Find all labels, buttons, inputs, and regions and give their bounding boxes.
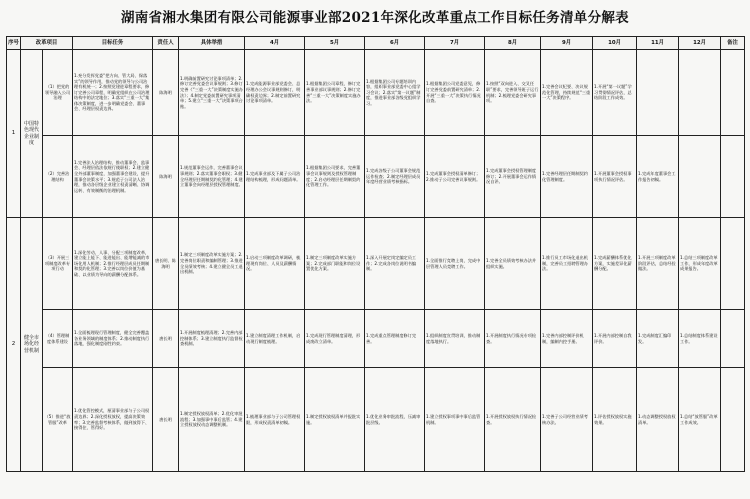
dec-cell: 1.总结三项制度改革工作，形成年度改革成果报告。 [679, 218, 721, 310]
person-cell: 陈海明 [153, 50, 179, 136]
sub-project: （3）开展三项制度改革专项行动 [43, 218, 73, 310]
reform-project: 中国特色现代企业制度 [21, 50, 43, 218]
remark-cell [721, 50, 745, 136]
dec-cell [679, 50, 721, 136]
document-title: 湖南省湘水集团有限公司能源事业部2021年深化改革重点工作目标任务清单分解表 [121, 10, 629, 26]
jul-cell: 1.完成董事会授权清单修订；2.推动子公司完善议事规则。 [425, 136, 485, 218]
nov-cell [637, 50, 679, 136]
target-cell: 1.深化劳动、人事、分配三项制度改革，建立能上能下、能进能出、能增能减的市场化用人机制；2.推行经理层成员任期制和契约化管理；3.完善以岗位价值为基础、以业绩为导向的薪酬分配体系。 [73, 218, 153, 310]
target-cell: 1.完善法人治理结构，推动董事会、监事会、经理层依法依规行使职权；2.建立健全外部董事制度，加强董事会建设，提升董事会决策水平；3.规范子公司法人治理，推动各层级企业建立权责清晰、协调运转、有效制衡的治理机制。 [73, 136, 153, 218]
measures-cell: 1.制定授权放权清单；2.优化审批流程；3.加强事中事后监管；4.建立授权放权动态调整机制。 [179, 368, 245, 472]
header-dec: 12月 [679, 37, 721, 50]
aug-cell: 1.完成董事会授权管理制度修订；2.开展董事会运作情况自评。 [485, 136, 541, 218]
oct-cell: 1.开展内部控制自我评价。 [593, 310, 637, 368]
nov-cell: 1.开展三项制度改革阶段评估，总结经验做法。 [637, 218, 679, 310]
apr-cell: 1.梳理事业部与子公司管理权限，形成权责清单初稿。 [245, 368, 305, 472]
header-remark: 备注 [721, 37, 745, 50]
nov-cell: 1.动态调整授权放权清单。 [637, 368, 679, 472]
person-cell: 唐长明 [153, 368, 179, 472]
jun-cell: 1.根据集团公司专题培训内容，组织事业部党委中心组学习会议；2.落实“第一议题”制度，推进事业部各级党组织学习。 [365, 50, 425, 136]
oct-cell: 1.开展“第一议题”学习贯彻情况评估，总结阶段工作成效。 [593, 50, 637, 136]
header-oct: 10月 [593, 37, 637, 50]
jul-cell: 1.建立授权事项事中事后监管机制。 [425, 368, 485, 472]
table-row [7, 50, 745, 136]
measures-cell: 1.规范董事会运作，完善董事会议事规则；2.落实董事会职权；3.健全经理层任期制契约化管理；4.建立董事会向经理层授权管理制度。 [179, 136, 245, 218]
header-jul: 7月 [425, 37, 485, 50]
target-cell: 1.优化管控模式，厘清事业部与子公司权责边界；2.深化授权放权，提高决策效率；3.完善监督考核体系，做到放得下、接得住、管得好。 [73, 368, 153, 472]
header-apr: 4月 [245, 37, 305, 50]
remark-cell [721, 218, 745, 310]
nov-cell: 1.完成年度董事会工作报告初稿。 [637, 136, 679, 218]
table-row [7, 368, 745, 472]
dec-cell: 1.总结制度体系建设工作。 [679, 310, 721, 368]
person-cell: 唐长明、陈海明 [153, 218, 179, 310]
measures-cell: 1.开展制度梳理清理；2.完善内部控制体系；3.建立制度执行监督检查机制。 [179, 310, 245, 368]
reform-project: 健全市场化经营机制 [21, 218, 43, 472]
sub-project: （1）把党的领导融入公司治理 [43, 50, 73, 136]
row-seq: 1 [7, 50, 21, 218]
remark-cell [721, 310, 745, 368]
may-cell: 1.根据集团公司要求，完善董事会议事规则及授权管理制度；2.启动经理层任期制契约化管理工作。 [305, 136, 365, 218]
aug-cell: 1.按照“双向进入、交叉任职”要求，完善领导班子运行机制；2.梳理党委会研究事项。 [485, 50, 541, 136]
jul-cell: 1.组织制度宣贯培训，推动制度落地执行。 [425, 310, 485, 368]
target-cell: 1.充分发挥党委“把方向、管大局、保落实”的领导作用，推动党的领导与公司治理有机统一；2.按照党建进章程要求，修订完善公司章程，明确党组织在公司治理结构中的法定地位；3.落实“三重一大”集体决策制度，进一步明确党委会、董事会、经理层权责边界。 [73, 50, 153, 136]
table-row [7, 136, 745, 218]
may-cell: 1.完成现行管理制度清理，形成废改立清单。 [305, 310, 365, 368]
jul-cell: 1.全面推行竞聘上岗，完成中层管理人员竞聘工作。 [425, 218, 485, 310]
sub-project: （4）管理制度体系建设 [43, 310, 73, 368]
table-row [7, 218, 745, 310]
remark-cell [721, 136, 745, 218]
remark-cell [721, 368, 745, 472]
target-cell: 1.全面梳理现行管理制度，健全完善覆盖各业务领域的制度体系；2.推动制度执行落地，强化制度刚性约束。 [73, 310, 153, 368]
nov-cell: 1.完成制度汇编印发。 [637, 310, 679, 368]
jun-cell: 1.优化业务审批流程，压减审批层级。 [365, 368, 425, 472]
header-sep: 9月 [541, 37, 593, 50]
header-jun: 6月 [365, 37, 425, 50]
apr-cell: 1.完成能源事业部党委会、总经理办公会议事规则修订，明确权责边界；2.制定前置研究讨论事项清单。 [245, 50, 305, 136]
header-project: 改革项目 [21, 37, 73, 50]
header-target: 目标任务 [73, 37, 153, 50]
sep-cell: 1.完善经理层任期制契约化管理制度。 [541, 136, 593, 218]
jun-cell: 1.完成各级子公司董事会规范运作检查；2.制定经理层成员年度经营业绩考核指标。 [365, 136, 425, 218]
sub-project: （2）完善治理结构 [43, 136, 73, 218]
header-aug: 8月 [485, 37, 541, 50]
apr-cell: 1.完成事业部及下属子公司治理结构梳理，形成问题清单。 [245, 136, 305, 218]
header-row [7, 37, 745, 50]
may-cell: 1.根据集团公司章程，修订完善事业部议事规则；2.修订完善“三重一大”决策制度实施办法。 [305, 50, 365, 136]
measures-cell: 1.制定三项制度改革实施方案；2.完善岗位职责和编制管理；3.推进全员绩效考核；4.建立健全员工退出机制。 [179, 218, 245, 310]
oct-cell: 1.评估授权放权实施效果。 [593, 368, 637, 472]
header-seq: 序号 [7, 37, 21, 50]
may-cell: 1.制定三项制度改革实施方案；2.完成部门职能和岗位设置优化方案。 [305, 218, 365, 310]
person-cell: 唐长明 [153, 310, 179, 368]
jul-cell: 1.根据集团公司党委意见，修订完善党委前置研究清单；2.开展“三重一大”决策执行情况自查。 [425, 50, 485, 136]
aug-cell: 1.开展制度执行情况专项检查。 [485, 310, 541, 368]
row-seq: 2 [7, 218, 21, 472]
oct-cell: 1.完成薪酬体系优化方案，实施差异化薪酬分配。 [593, 218, 637, 310]
may-cell: 1.制定授权放权清单并报批实施。 [305, 368, 365, 472]
person-cell: 陈海明 [153, 136, 179, 218]
sep-cell: 1.完善子公司经营业绩考核办法。 [541, 368, 593, 472]
aug-cell: 1.开展授权放权执行情况检查。 [485, 368, 541, 472]
oct-cell: 1.开展董事会授权事项执行情况评估。 [593, 136, 637, 218]
sep-cell: 1.完善会议纪要、决议规范化管理，持续规范“三重一大”决策程序。 [541, 50, 593, 136]
jun-cell: 1.深入开展定岗定编定员工作；2.完成各岗位说明书编制。 [365, 218, 425, 310]
sep-cell: 1.推行员工市场化退出机制，完善员工招聘管理办法。 [541, 218, 593, 310]
apr-cell: 1.启动三项制度改革调研，梳理现有岗位、人员及薪酬情况。 [245, 218, 305, 310]
sub-project: （5）推进“放管服”改革 [43, 368, 73, 472]
measures-cell: 1.明确前置研究讨论事项清单；2.修订完善党委会议事规则；3.修订完善《“三重一大”决策制度实施办法》；4.制定党委前置研究事项清单；5.建立“三重一大”决策事项台账。 [179, 50, 245, 136]
dec-cell: 1.总结“放管服”改革工作成效。 [679, 368, 721, 472]
header-may: 5月 [305, 37, 365, 50]
task-table [6, 36, 745, 472]
jun-cell: 1.完成重点管理制度修订完善。 [365, 310, 425, 368]
table-row [7, 310, 745, 368]
dec-cell [679, 136, 721, 218]
sep-cell: 1.完善内部控制评价机制，编制内控手册。 [541, 310, 593, 368]
header-nov: 11月 [637, 37, 679, 50]
apr-cell: 1.建立制度清理工作机制，启动现行制度梳理。 [245, 310, 305, 368]
header-measures: 具体举措 [179, 37, 245, 50]
aug-cell: 1.完善全员绩效考核办法并组织实施。 [485, 218, 541, 310]
header-person: 责任人 [153, 37, 179, 50]
